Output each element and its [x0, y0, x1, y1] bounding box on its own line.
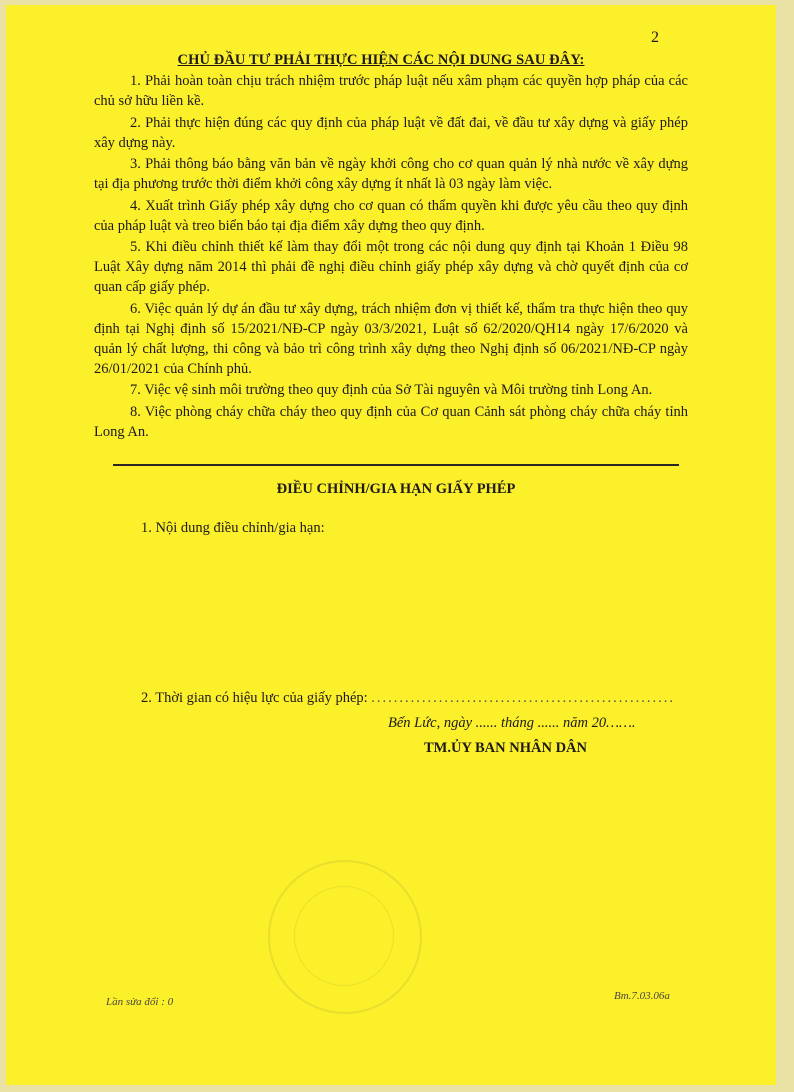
validity-dots: ......................................................: [371, 690, 676, 706]
revision-note: Lần sửa đổi : 0: [106, 996, 174, 1008]
validity-line: [141, 690, 675, 707]
signatory-title: TM.ỦY BAN NHÂN DÂN: [424, 740, 587, 756]
obligation-item: 1. Phải hoàn toàn chịu trách nhiệm trước pháp luật nếu xâm phạm các quyền hợp pháp của các chủ sở hữu liền kề.: [94, 73, 688, 109]
seal-inner-ring: [294, 886, 394, 986]
obligations-heading: CHỦ ĐẦU TƯ PHẢI THỰC HIỆN CÁC NỘI DUNG SAU ĐÂY:: [177, 52, 585, 68]
page-number: 2: [651, 29, 659, 46]
obligation-item: 4. Xuất trình Giấy phép xây dựng cho cơ quan có thẩm quyền khi được yêu cầu theo quy định của pháp luật và treo biển báo tại địa điểm xây dựng theo quy định.: [94, 197, 688, 234]
obligation-item: 6. Việc quản lý dự án đầu tư xây dựng, trách nhiệm đơn vị thiết kế, thẩm tra thực hiện theo quy định tại Nghị định số 15/2021/NĐ-CP ngày 03/3/2021, Luật số 62/2020/QH14 ngày 17/6/2020 và quản lý chất lượng, thi công và bảo trì công trình xây dựng theo Nghị định số 06/2021/NĐ-CP ngày 26/01/2021 của Chính phủ.: [94, 300, 688, 377]
adjustment-content-label: 1. Nội dung điều chỉnh/gia hạn:: [141, 520, 325, 536]
faint-seal-stamp: [268, 860, 422, 1014]
obligations-list: [94, 71, 688, 443]
adjustment-section-title: ĐIỀU CHỈNH/GIA HẠN GIẤY PHÉP: [276, 481, 516, 497]
obligation-item: 8. Việc phòng cháy chữa cháy theo quy định của Cơ quan Cảnh sát phòng cháy chữa cháy tỉnh Long An.: [94, 403, 688, 440]
form-code: Bm.7.03.06a: [614, 990, 670, 1002]
obligation-item: 3. Phải thông báo bằng văn bản về ngày khởi công cho cơ quan quản lý nhà nước về xây dựng tại địa phương trước thời điểm khởi công xây dựng ít nhất là 03 ngày làm việc.: [94, 156, 688, 192]
section-divider: [113, 464, 679, 466]
permit-page: [6, 5, 776, 1085]
obligation-item: 7. Việc vệ sinh môi trường theo quy định của Sở Tài nguyên và Môi trường tỉnh Long An.: [130, 382, 653, 398]
date-line: Bến Lức, ngày ...... tháng ...... năm 20…….: [388, 715, 636, 731]
obligation-item: 5. Khi điều chỉnh thiết kế làm thay đổi một trong các nội dung quy định tại Khoản 1 Điều 98 Luật Xây dựng năm 2014 thì phải đề nghị điều chỉnh giấy phép xây dựng và chờ quyết định của cơ quan cấp giấy phép.: [94, 239, 688, 295]
validity-label: 2. Thời gian có hiệu lực của giấy phép:: [141, 690, 368, 706]
obligation-item: 2. Phải thực hiện đúng các quy định của pháp luật về đất đai, về đầu tư xây dựng và giấy phép xây dựng này.: [94, 114, 688, 151]
